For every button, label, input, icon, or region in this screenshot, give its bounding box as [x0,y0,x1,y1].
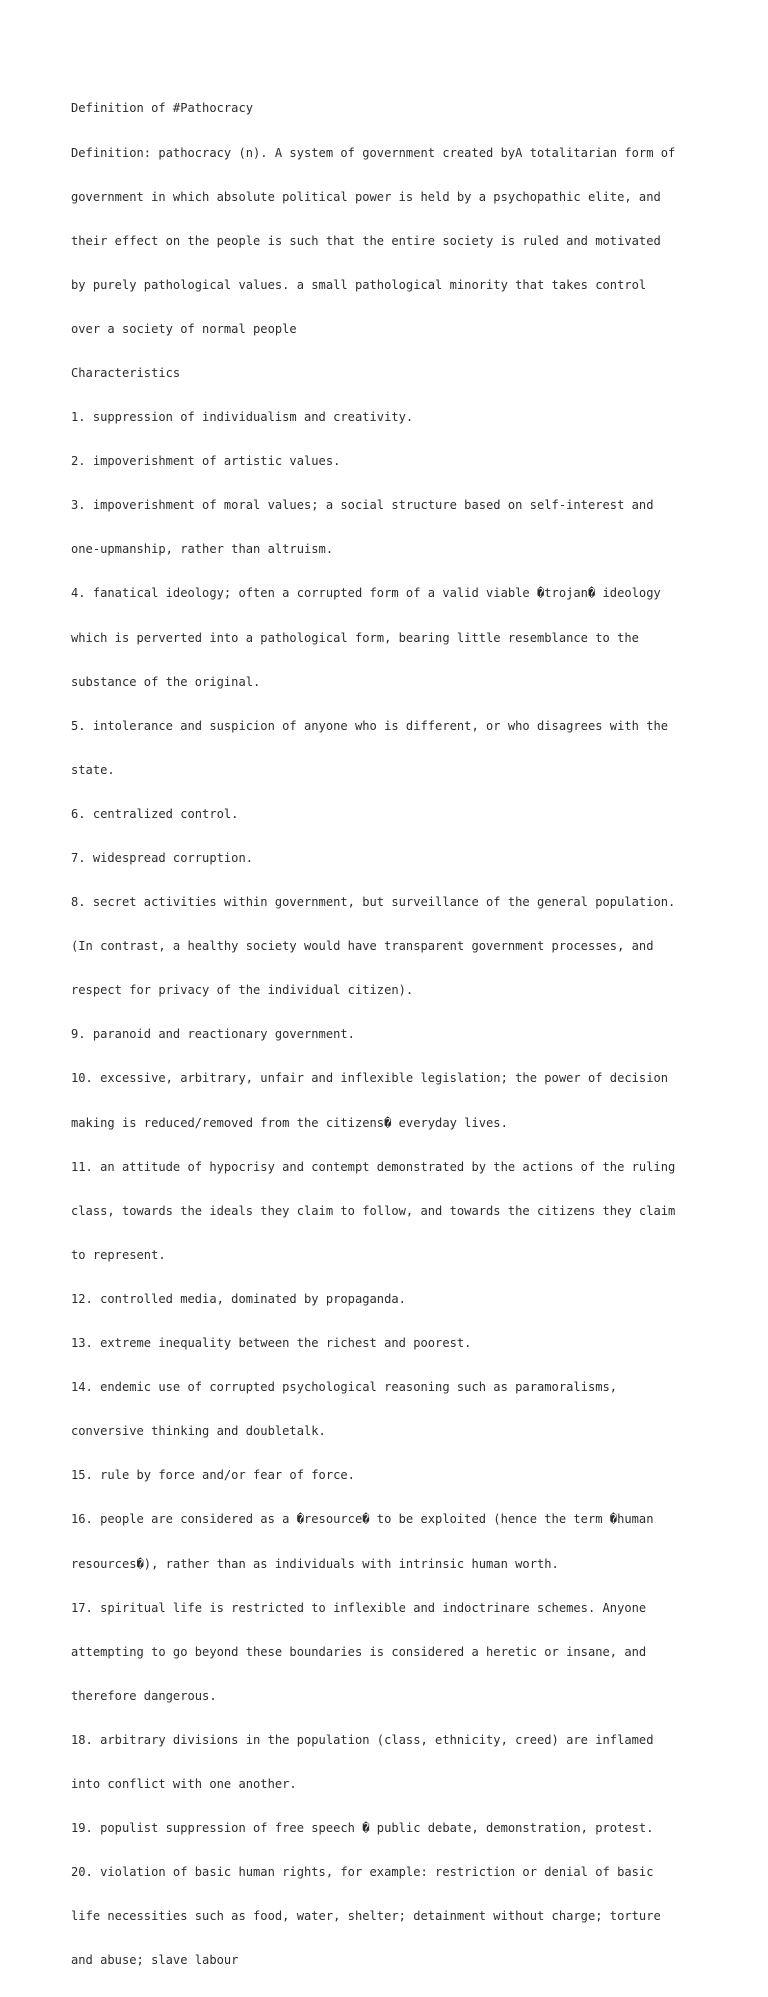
list-item: 18. arbitrary divisions in the population (class, ethnicity, creed) are inflamed [71,1732,654,1747]
list-item: 6. centralized control. [71,806,239,821]
text-line: their effect on the people is such that the entire society is ruled and motivated [71,233,661,248]
text-line: substance of the original. [71,674,261,689]
text-line: Definition: pathocracy (n). A system of government created byA totalitarian form of [71,145,676,160]
text-line: therefore dangerous. [71,1688,217,1703]
text-line: which is perverted into a pathological form, bearing little resemblance to the [71,630,639,645]
text-line: and abuse; slave labour [71,1953,239,1968]
list-item: 16. people are considered as a �resource� to be exploited (hence the term �human [71,1512,654,1527]
document-text [71,72,711,1997]
list-item: 10. excessive, arbitrary, unfair and inflexible legislation; the power of decision [71,1071,669,1086]
list-item: 13. extreme inequality between the richest and poorest. [71,1336,472,1351]
text-line: attempting to go beyond these boundaries is considered a heretic or insane, and [71,1644,647,1659]
text-line: life necessities such as food, water, shelter; detainment without charge; torture [71,1909,661,1924]
list-item: 2. impoverishment of artistic values. [71,454,341,469]
list-item: 4. fanatical ideology; often a corrupted form of a valid viable �trojan� ideology [71,586,661,601]
list-item: 3. impoverishment of moral values; a social structure based on self-interest and [71,498,654,513]
list-item: 17. spiritual life is restricted to inflexible and indoctrinare schemes. Anyone [71,1600,647,1615]
section-heading: Characteristics [71,365,181,380]
text-line: making is reduced/removed from the citizens� everyday lives. [71,1115,508,1130]
text-line: into conflict with one another. [71,1776,297,1791]
text-line: resources�), rather than as individuals with intrinsic human worth. [71,1556,559,1571]
list-item: 14. endemic use of corrupted psychological reasoning such as paramoralisms, [71,1380,618,1395]
text-line: (In contrast, a healthy society would have transparent government processes, and [71,939,654,954]
text-line: respect for privacy of the individual citizen). [71,983,414,998]
text-line: to represent. [71,1247,166,1262]
text-line: over a society of normal people [71,321,297,336]
list-item: 20. violation of basic human rights, for example: restriction or denial of basic [71,1865,654,1880]
list-item: 7. widespread corruption. [71,851,254,865]
list-item: 12. controlled media, dominated by propaganda. [71,1291,406,1306]
list-item: 9. paranoid and reactionary government. [71,1027,355,1042]
list-item: 11. an attitude of hypocrisy and contempt demonstrated by the actions of the ruling [71,1159,676,1174]
text-line: government in which absolute political power is held by a psychopathic elite, and [71,189,661,204]
text-line: one-upmanship, rather than altruism. [71,542,334,557]
list-item: 8. secret activities within government, but surveillance of the general population. [71,895,676,910]
text-line: by purely pathological values. a small pathological minority that takes control [71,277,647,292]
text-line: class, towards the ideals they claim to follow, and towards the citizens they claim [71,1203,676,1218]
document-title: Definition of #Pathocracy [71,101,254,116]
list-item: 5. intolerance and suspicion of anyone who is different, or who disagrees with the [71,718,669,733]
text-line: state. [71,762,115,777]
list-item: 15. rule by force and/or fear of force. [71,1468,355,1483]
list-item: 19. populist suppression of free speech � public debate, demonstration, protest. [71,1821,654,1836]
text-line: conversive thinking and doubletalk. [71,1424,326,1439]
list-item: 1. suppression of individualism and creativity. [71,410,414,425]
